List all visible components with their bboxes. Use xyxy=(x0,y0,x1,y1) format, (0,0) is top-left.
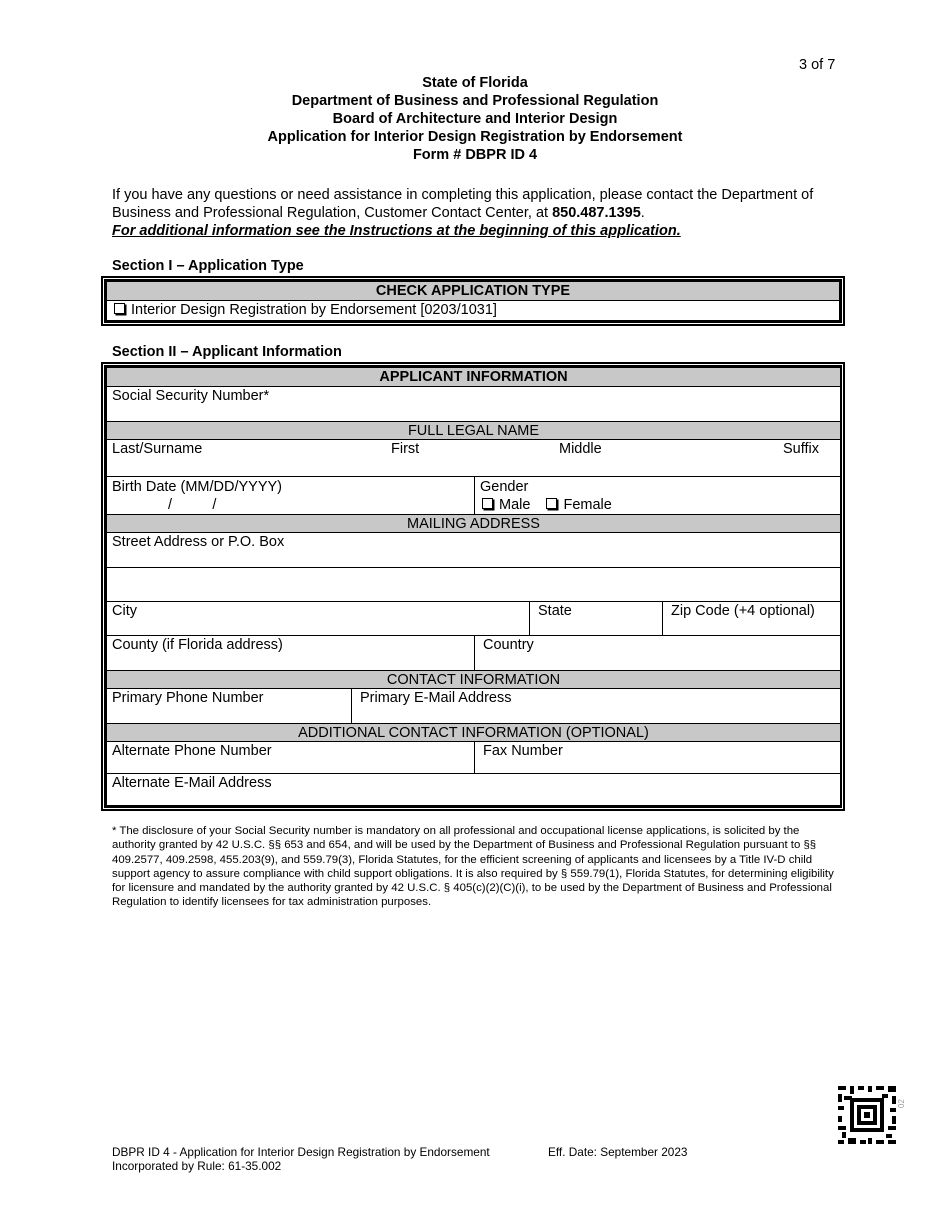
birth-date-slashes: / / xyxy=(168,497,217,513)
intro-paragraph xyxy=(112,186,852,240)
male-label: Male xyxy=(499,497,531,513)
applicant-information-header: APPLICANT INFORMATION xyxy=(107,368,841,387)
section2-title: Section II – Applicant Information xyxy=(112,344,342,360)
application-type-header: CHECK APPLICATION TYPE xyxy=(107,282,840,301)
barcode-number: 02 xyxy=(897,1099,906,1108)
ssn-disclosure-footnote: * The disclosure of your Social Security number is mandatory on all professional and occupational license applications, is solicited by the authority granted by 42 U.S.C. §§ 653 and 654, and will be used by the Department of Business and Professional Regulation pursuant to §§ 409.2577, 409.2598, 455.203(9), and 559.79(3), Florida Statutes, for the efficient screening of applicants and licensees by a Title IV-D child support agency to assure compliance with child support obligations. It is also required by § 559.79(1), Florida Statutes, for determining eligibility for licensure and mandated by the authority granted by 42 U.S.C. § 405(c)(2)(C)(i), to be used by the Department of Business and Professional Regulation to identify licensees for tax administration purposes. xyxy=(112,825,834,909)
effective-date: Eff. Date: September 2023 xyxy=(548,1145,688,1159)
fax-number-field[interactable] xyxy=(475,742,841,774)
country-field[interactable] xyxy=(475,636,841,671)
contact-phone: 850.487.1395 xyxy=(552,205,641,221)
ssn-field[interactable] xyxy=(107,387,841,422)
primary-email-label: Primary E-Mail Address xyxy=(360,690,512,706)
footer-rule: Incorporated by Rule: 61-35.002 xyxy=(112,1159,282,1173)
city-field[interactable] xyxy=(107,602,530,636)
section1-title: Section I – Application Type xyxy=(112,258,304,274)
primary-email-field[interactable] xyxy=(352,689,841,724)
header-department: Department of Business and Professional Regulation xyxy=(291,93,659,109)
header-state: State of Florida xyxy=(422,75,528,91)
additional-contact-header: ADDITIONAL CONTACT INFORMATION (OPTIONAL) xyxy=(107,724,841,742)
alternate-email-field[interactable] xyxy=(107,774,841,806)
application-type-option[interactable] xyxy=(107,301,840,321)
alternate-phone-field[interactable] xyxy=(107,742,475,774)
street-address-field[interactable] xyxy=(107,533,841,568)
gender-field xyxy=(475,477,841,515)
street-address-label: Street Address or P.O. Box xyxy=(112,534,285,550)
intro-text-end: . xyxy=(640,205,645,221)
birth-date-label: Birth Date (MM/DD/YYYY) xyxy=(112,479,282,495)
full-legal-name-header: FULL LEGAL NAME xyxy=(107,422,841,440)
city-label: City xyxy=(112,603,137,619)
female-label: Female xyxy=(563,497,612,513)
header-form-number: Form # DBPR ID 4 xyxy=(412,147,538,163)
applicant-information-table xyxy=(101,362,845,811)
county-field[interactable] xyxy=(107,636,475,671)
last-name-label: Last/Surname xyxy=(112,441,203,457)
primary-phone-field[interactable] xyxy=(107,689,352,724)
zip-code-field[interactable] xyxy=(663,602,841,636)
suffix-label: Suffix xyxy=(783,441,820,457)
ssn-label: Social Security Number* xyxy=(112,388,270,404)
application-type-label: Interior Design Registration by Endorsement [0203/1031] xyxy=(131,302,497,318)
primary-phone-label: Primary Phone Number xyxy=(112,690,264,706)
intro-text: If you have any questions or need assistance in completing this application, please contact the Department of Business and Professional Regulation, Customer Contact Center, at xyxy=(112,187,814,221)
birth-date-field[interactable] xyxy=(107,477,475,515)
footer-form-title: DBPR ID 4 - Application for Interior Design Registration by Endorsement xyxy=(112,1145,490,1159)
header-application-title: Application for Interior Design Registration by Endorsement xyxy=(267,129,683,145)
county-label: County (if Florida address) xyxy=(112,637,283,653)
fax-number-label: Fax Number xyxy=(483,743,563,759)
state-label: State xyxy=(538,603,572,619)
alternate-phone-label: Alternate Phone Number xyxy=(112,743,272,759)
country-label: Country xyxy=(483,637,534,653)
gender-label: Gender xyxy=(480,479,529,495)
female-checkbox-icon[interactable] xyxy=(546,498,557,509)
state-field[interactable] xyxy=(530,602,663,636)
page-number: 3 of 7 xyxy=(799,57,836,73)
first-name-label: First xyxy=(391,441,420,457)
contact-information-header: CONTACT INFORMATION xyxy=(107,671,841,689)
name-field[interactable] xyxy=(107,440,841,477)
middle-name-label: Middle xyxy=(559,441,602,457)
form-header xyxy=(110,74,840,164)
street-address-line2-field[interactable] xyxy=(107,568,841,602)
application-type-table xyxy=(101,276,845,326)
header-board: Board of Architecture and Interior Design xyxy=(332,111,618,127)
mailing-address-header: MAILING ADDRESS xyxy=(107,515,841,533)
zip-code-label: Zip Code (+4 optional) xyxy=(671,603,815,619)
male-checkbox-icon[interactable] xyxy=(482,498,493,509)
barcode-icon xyxy=(838,1086,896,1144)
alternate-email-label: Alternate E-Mail Address xyxy=(112,775,272,791)
page-footer xyxy=(112,1145,490,1173)
instructions-note: For additional information see the Instructions at the beginning of this application. xyxy=(112,223,681,239)
checkbox-icon[interactable] xyxy=(114,303,125,314)
